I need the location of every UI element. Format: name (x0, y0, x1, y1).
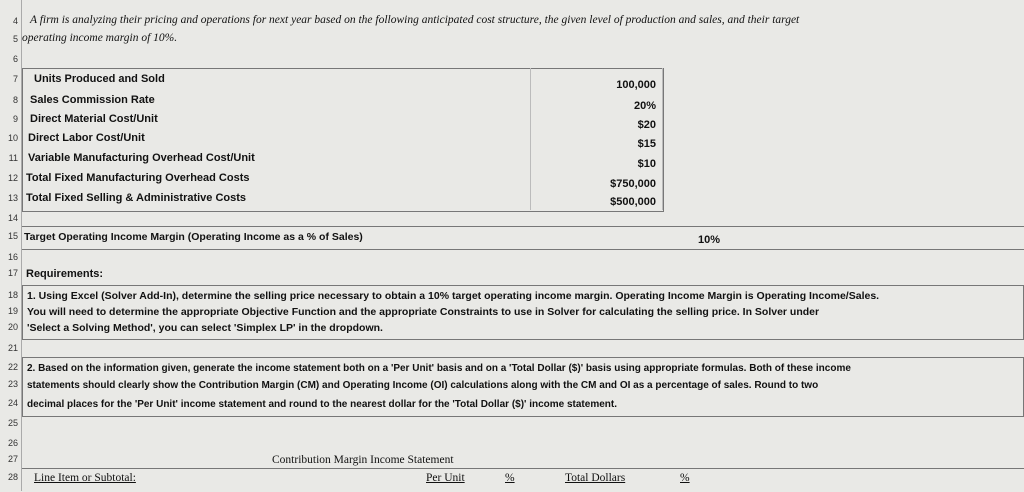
row-number: 20 (7, 322, 18, 332)
requirement-2-line3[interactable]: decimal places for the 'Per Unit' income statement and round to the nearest dollar for the 'Total Dollar ($)' income statement. (27, 399, 617, 410)
row-number: 7 (12, 74, 18, 84)
col-percent-header[interactable]: % (680, 472, 690, 484)
row-number: 23 (7, 379, 18, 389)
row-number: 12 (7, 173, 18, 183)
col-per-unit-header[interactable]: Per Unit (426, 472, 465, 484)
requirements-title[interactable]: Requirements: (26, 268, 104, 280)
row-number: 18 (7, 290, 18, 300)
column-divider (530, 68, 531, 210)
input-value[interactable]: $10 (637, 158, 656, 170)
requirement-1-line1[interactable]: 1. Using Excel (Solver Add-In), determine the selling price necessary to obtain a 10% target operating income margin. Operating Income Margin is Operating Income/Sales. (27, 290, 880, 302)
row-number: 5 (12, 34, 18, 44)
input-value[interactable]: $750,000 (610, 178, 656, 190)
intro-text-line1[interactable]: A firm is analyzing their pricing and operations for next year based on the following anticipated cost structure, the given level of production and sales, and their target (30, 14, 800, 26)
row-number: 19 (7, 306, 18, 316)
row-number: 4 (12, 16, 18, 26)
row-number: 17 (7, 268, 18, 278)
input-value[interactable]: $20 (637, 119, 656, 131)
input-label[interactable]: Variable Manufacturing Overhead Cost/Unit (28, 152, 255, 164)
col-total-dollars-header[interactable]: Total Dollars (565, 472, 626, 484)
row-number: 6 (12, 54, 18, 64)
input-label[interactable]: Units Produced and Sold (34, 73, 165, 85)
input-label[interactable]: Direct Labor Cost/Unit (28, 132, 145, 144)
row-number: 24 (7, 398, 18, 408)
requirement-1-line2[interactable]: You will need to determine the appropriate Objective Function and the appropriate Constraints to use in Solver for calculating the selling price. In Solver under (27, 306, 820, 318)
input-value[interactable]: 20% (633, 100, 656, 112)
row-number: 25 (7, 418, 18, 428)
row-number: 13 (7, 193, 18, 203)
statement-title[interactable]: Contribution Margin Income Statement (272, 454, 454, 466)
row-number: 16 (7, 252, 18, 262)
target-value[interactable]: 10% (697, 234, 720, 246)
row-number: 21 (7, 343, 18, 353)
row-number: 26 (7, 438, 18, 448)
requirement-1-line3[interactable]: 'Select a Solving Method', you can select 'Simplex LP' in the dropdown. (27, 322, 383, 334)
input-value[interactable]: $500,000 (610, 196, 656, 208)
target-label[interactable]: Target Operating Income Margin (Operating Income as a % of Sales) (24, 231, 363, 243)
row-number: 15 (7, 231, 18, 241)
input-value[interactable]: $15 (637, 138, 656, 150)
statement-header-box (22, 468, 1024, 492)
input-label[interactable]: Direct Material Cost/Unit (30, 113, 158, 125)
row-number: 22 (7, 362, 18, 372)
row-number: 10 (7, 133, 18, 143)
requirement-2-line1[interactable]: 2. Based on the information given, generate the income statement both on a 'Per Unit' basis and on a 'Total Dollar ($)' basis using appropriate formulas. Both of these income (27, 363, 851, 374)
input-label[interactable]: Sales Commission Rate (30, 94, 155, 106)
row-number: 9 (12, 114, 18, 124)
col-line-item-header[interactable]: Line Item or Subtotal: (34, 472, 136, 484)
input-label[interactable]: Total Fixed Selling & Administrative Costs (26, 192, 247, 204)
row-number: 27 (7, 454, 18, 464)
row-number: 28 (7, 472, 18, 482)
intro-text-line2[interactable]: operating income margin of 10%. (22, 32, 178, 44)
col-percent-header[interactable]: % (505, 472, 515, 484)
input-value[interactable]: 100,000 (616, 79, 656, 91)
input-label[interactable]: Total Fixed Manufacturing Overhead Costs (26, 172, 250, 184)
row-number: 11 (8, 153, 18, 163)
row-number: 14 (7, 213, 18, 223)
column-divider (662, 68, 663, 210)
row-number: 8 (12, 95, 18, 105)
requirement-2-line2[interactable]: statements should clearly show the Contribution Margin (CM) and Operating Income (OI) calculations along with the CM and OI as a percentage of sales. Round to two (27, 380, 819, 391)
